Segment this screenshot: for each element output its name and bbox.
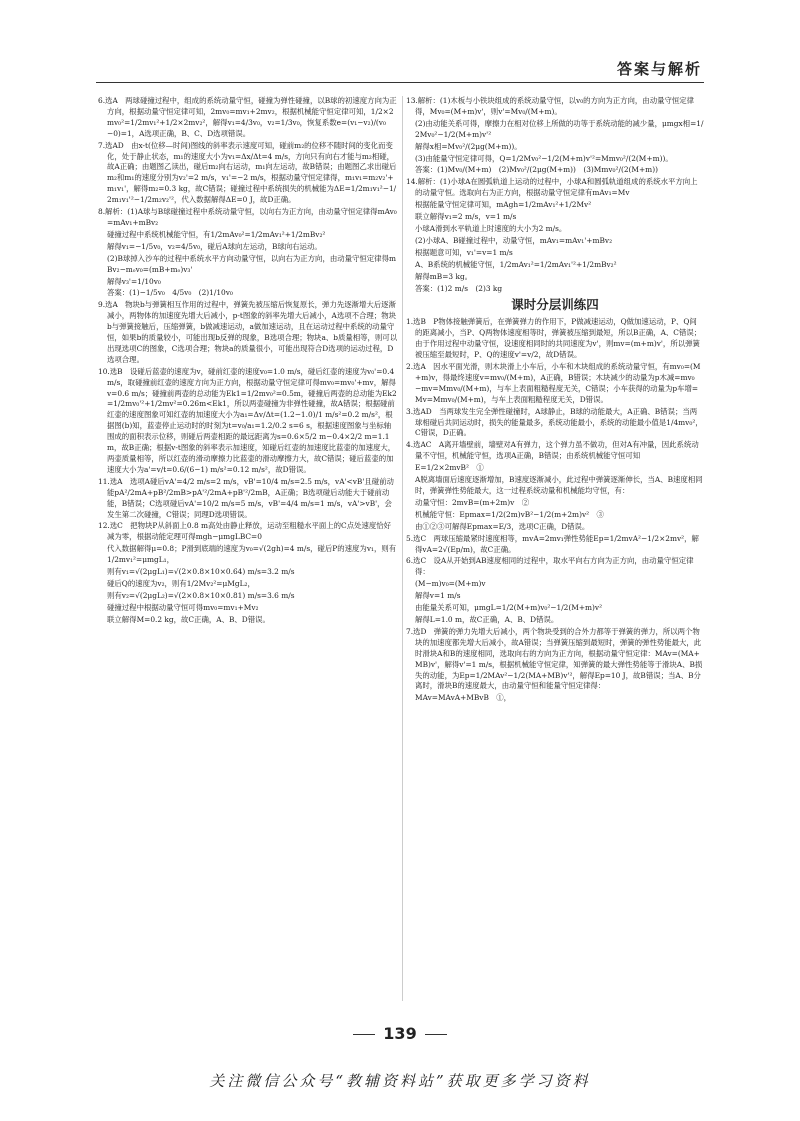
answer-13-line: (2)由动能关系可得，摩擦力在相对位移上所做的功等于系统动能的减少量，μmgx相=1/2Mv₀²−1/2(M+m)v'² xyxy=(415,118,704,139)
exercise-5: 5.选C 两球压缩最紧时速度相等，mvA=2mv₁弹性势能Ep=1/2mvA²−1/2×2mv²，解得vA=2√(Ep/m)，故C正确。 xyxy=(406,533,699,554)
answer-12: 12.选C 把物块P从斜面上0.8 m高处由静止释放，运动至粗糙水平面上的C点处速度恰好减为零，根据动能定理可得mgh−μmgLBC=0 xyxy=(98,521,392,542)
page-number xyxy=(0,1024,800,1043)
answer-12-line: 则有v₁=√(2μgL₁)=√(2×0.8×10×0.64) m/s=3.2 m/s xyxy=(107,567,295,577)
answer-14-line: A、B系统的机械能守恒，1/2mAv₁²=1/2mAv₁'²+1/2mBv₂² xyxy=(415,259,617,269)
answer-14-line: 解得mB=3 kg。 xyxy=(415,271,473,281)
exercise-4-line: A脱离墙面后速度逐渐增加，B速度逐渐减小，此过程中弹簧逐渐伸长，当A、B速度相同时，弹簧弹性势能最大，这一过程系统动量和机械能均守恒，有： xyxy=(415,475,703,495)
exercise-4-line: 动量守恒：2mvB=(m+2m)v ② xyxy=(415,497,530,507)
answer-6: 6.选A 两球碰撞过程中，组成的系统动量守恒，碰撞为弹性碰撞，以B球的初速度方向为正方向，根据动量守恒定律可知，2mv₀=mv₁+2mv₂，根据机械能守恒定律可知，1/2×2mv₀²=1/2mv₁²+1/2×2mv₂²，解得v₁=4/3v₀，v₂=1/3v₀，恢复系数e=(v₁−v₂)/(v₀−0)=1，A选项正确，B、C、D选项错误。 xyxy=(98,96,397,138)
header-rule xyxy=(96,82,704,83)
left-column xyxy=(98,96,398,1001)
exercise-6: 6.选C 设A从开始到AB速度相同的过程中，取水平向右方向为正方向，由动量守恒定律得： xyxy=(406,556,694,577)
page-number-dash xyxy=(353,1034,375,1035)
page-number-dash xyxy=(425,1034,447,1035)
answer-8-line: 碰撞过程中系统机械能守恒，有1/2mAv₀²=1/2mAv₁²+1/2mBv₂² xyxy=(107,229,326,239)
answer-12-line: 联立解得M=0.2 kg，故C正确，A、B、D错误。 xyxy=(107,614,270,624)
exercise-6-line: 由能量关系可知，μmgL=1/2(M+m)v₀²−1/2(M+m)v² xyxy=(415,603,603,613)
exercise-2: 2.选A 因水平面光滑，则木块滑上小车后，小车和木块组成的系统动量守恒，有mv₀=(M+m)v，得最终速度v=mv₀/(M+m)，A正确，B错误；木块减少的动量为p木减=mv₀−mv=Mmv₀/(M+m)，与车上表面粗糙程度无关，C错误；小车获得的动量为p车增=Mv=Mmv₀/(M+m)，与车上表面粗糙程度无关，D错误。 xyxy=(406,362,701,404)
answer-13-line: 解得x相=Mv₀²/(2μg(M+m))。 xyxy=(415,141,522,151)
exercise-4-line: 由①②③可解得Epmax=E/3，选项C正确，D错误。 xyxy=(415,521,590,531)
column-divider xyxy=(402,96,403,1001)
answer-8: 8.解析：(1)A球与B球碰撞过程中系统动量守恒，以向右为正方向，由动量守恒定律得mAv₀=mAv₁+mBv₂ xyxy=(98,207,397,227)
answer-14-result: 答案：(1)2 m/s (2)3 kg xyxy=(415,283,503,293)
exercise-4-line: 机械能守恒：Epmax=1/2(2m)vB²−1/2(m+2m)v² ③ xyxy=(415,509,604,519)
answer-14-line: 根据能量守恒定律可知，mAgh=1/2mAv₁²+1/2Mv² xyxy=(415,200,592,210)
answer-14: 14.解析：(1)小球A在圆弧轨道上运动的过程中，小球A和圆弧轨道组成的系统水平方向上的动量守恒。选取向右为正方向，根据动量守恒定律有mAv₁=Mv xyxy=(406,177,698,198)
exercise-6-line: 解得v=1 m/s xyxy=(415,591,461,601)
answer-12-line: 代入数据解得μ=0.8；P滑到底端的速度为v₀=√(2gh)=4 m/s，碰后P的速度为v₁，则有1/2mv₁²=μmgL₁， xyxy=(107,544,397,565)
answer-8-line: 解得v₃'=1/10v₀ xyxy=(107,276,161,286)
answer-13-line: (3)由能量守恒定律可得，Q=1/2Mv₀²−1/2(M+m)v'²=Mmv₀²/(2(M+m))。 xyxy=(415,153,673,163)
answer-12-line: 则有v₂=√(2μgL₂)=√(2×0.8×10×0.81) m/s=3.6 m/s xyxy=(107,590,295,600)
exercise-1: 1.选B P物体接触弹簧后，在弹簧弹力的作用下，P做减速运动，Q做加速运动，P、Q间的距离减小，当P、Q两物体速度相等时，弹簧被压缩到最短，所以B正确，A、C错误；由于作用过程中动量守恒，设速度相同时的共同速度为v'，则mv=(m+m)v'，所以弹簧被压缩至最短时，P、Q的速度v'=v/2，故D错误。 xyxy=(406,317,702,360)
exercise-6-line: (M−m)v₀=(M+m)v xyxy=(415,579,486,589)
answer-7: 7.选AD 由x-t(位移—时间)图线的斜率表示速度可知，碰前m₂的位移不随时间的变化而变化，处于静止状态，m₁的速度大小为v₁=Δx/Δt=4 m/s，方向只有向右才能与m₂相碰，故A正确；由题图乙读出，碰后m₂向右运动，m₁向左运动，故B错误；由题图乙求出碰后m₂和m₁的速度分别为v₂'=2 m/s，v₁'=−2 m/s，根据动量守恒定律得，m₁v₁=m₂v₂'+m₁v₁'，解得m₂=0.3 kg，故C错误；碰撞过程中系统损失的机械能为ΔE=1/2m₁v₁²−1/2m₁v₁'²−1/2m₂v₂'²，代入数据解得ΔE=0 J，故D正确。 xyxy=(98,140,397,205)
answer-12-line: 碰撞过程中根据动量守恒可得mv₀=mv₁+Mv₂ xyxy=(107,602,259,612)
exercise-7-line: MAv=MAvA+MBvB ①， xyxy=(415,693,512,703)
answer-9: 9.选A 物块b与弹簧相互作用的过程中，弹簧先被压缩后恢复原长，弹力先逐渐增大后逐渐减小，两物体的加速度先增大后减小，p-t图象的斜率先增大后减小，A选项不合理；物块b与弹簧接触后，压缩弹簧，b做减速运动，a做加速运动，且在运动过程中系统的动量守恒，如果b的质量较小，可能出现b反弹的现象，B选项合理；物块a、b质量相等，则可以出现选项C的图象，C选项合理；物块a的质量很小，可能出现符合D选项的运动过程，D选项合理。 xyxy=(98,300,398,364)
answer-14-line: 小球A滑到水平轨道上时速度的大小为2 m/s。 xyxy=(415,223,567,233)
answer-14-line: 根据题意可知，v₁'=v=1 m/s xyxy=(415,247,513,257)
exercise-3: 3.选AD 当两球发生完全弹性碰撞时，A球静止，B球的动能最大，A正确、B错误；当两球相碰后共同运动时，损失的能量最多，系统动能最小，系统的动能最小值是1/4mv₀²，C错误，D正确。 xyxy=(406,406,703,438)
exercise-4-line: E=1/2×2mvB² ① xyxy=(415,463,484,473)
exercise-6-line: 解得L=1.0 m，故C正确，A、B、D错误。 xyxy=(415,614,559,624)
answer-14-line: 联立解得v₁=2 m/s，v=1 m/s xyxy=(415,212,517,222)
answer-12-line: 碰后Q的速度为v₂，则有1/2Mv₂²=μMgL₂， xyxy=(107,578,255,588)
answer-8-result: 答案：(1)−1/5v₀ 4/5v₀ (2)1/10v₀ xyxy=(107,288,233,298)
answer-14-line: (2)小球A、B碰撞过程中，动量守恒，mAv₁=mAv₁'+mBv₂ xyxy=(415,235,613,245)
answer-13-result: 答案：(1)Mv₀/(M+m) (2)Mv₀²/(2μg(M+m)) (3)Mmv₀²/(2(M+m)) xyxy=(415,165,658,175)
answer-8-line: 解得v₁=−1/5v₀，v₂=4/5v₀，碰后A球向左运动，B球向右运动。 xyxy=(107,241,322,251)
answer-11: 11.选A 选项A碰后vA'=4/2 m/s=2 m/s，vB'=10/4 m/s=2.5 m/s，vA'<vB'且碰前动能pA²/2mA+pB²/2mB>pA'²/2mA+pB'²/2mB，A正确；B选项碰后动能大于碰前动能，B错误；C选项碰后vA'=10/2 m/s=5 m/s，vB'=4/4 m/s=1 m/s，vA'>vB'，会发生第二次碰撞，C错误；同理D选项错误。 xyxy=(98,476,394,519)
exercise-7: 7.选D 弹簧的弹力先增大后减小，两个物块受到的合外力都等于弹簧的弹力，所以两个物块的加速度都先增大后减小，故A错误；当弹簧压缩到最短时，弹簧的弹性势能最大，此时滑块A和B的速度相同，选取向右的方向为正方向，根据动量守恒定律：MAv=(MA+MB)v'，解得v'=1 m/s，根据机械能守恒定律，知弹簧的最大弹性势能等于滑块A、B损失的动能，为Ep=1/2MAv²−1/2(MA+MB)v'²，解得Ep=10 J，故B错误；当A、B分离时，滑块B的速度最大，由动量守恒和能量守恒定律得： xyxy=(406,626,703,691)
answer-10: 10.选B 设碰后蓝壶的速度为v，碰前红壶的速度v₀=1.0 m/s，碰后红壶的速度为v₀'=0.4 m/s，取碰撞前红壶的速度方向为正方向，根据动量守恒定律可得mv₀=mv₀'+mv，解得v=0.6 m/s；碰撞前两壶的总动能为Ek1=1/2mv₀²=0.5m，碰撞后两壶的总动能为Ek2=1/2mv₀'²+1/2mv²=0.26m<Ek1，所以两壶碰撞为非弹性碰撞，故A错误；根据碰前红壶的速度图象可知红壶的加速度大小为a₁=Δv/Δt=(1.2−1.0)/1 m/s²=0.2 m/s²，根据图(b)知，蓝壶停止运动时的时刻为t=v₀/a₁=1.2/0.2 s=6 s，根据速度图象与坐标轴围成的面积表示位移，则碰后两壶相距的最远距离为s=0.6×5/2 m−0.4×2/2 m=1.1 m，故B正确；根据v-t图象的斜率表示加速度，知碰后红壶的加速度比蓝壶的加速度大，两壶质量相等，所以红壶的滑动摩擦力比蓝壶的滑动摩擦力大，故C错误；碰后蓝壶的加速度大小为a'=v/t=0.6/(6−1) m/s²=0.12 m/s²，故D错误。 xyxy=(98,366,397,474)
section-title: 课时分层训练四 xyxy=(511,297,599,313)
header-title: 答案与解析 xyxy=(616,60,702,78)
exercise-4: 4.选AC A离开墙壁前，墙壁对A有弹力，这个弹力虽不做功，但对A有冲量，因此系统动量不守恒，机械能守恒，选项A正确，B错误；由系统机械能守恒可知 xyxy=(406,440,699,461)
answer-8-line: (2)B球掉入沙车的过程中系统水平方向动量守恒，以向右为正方向，由动量守恒定律得mBv₂−mₒv₀=(mB+mₒ)v₃' xyxy=(107,253,396,274)
right-column xyxy=(406,96,704,1001)
answer-13: 13.解析：(1)木板与小铁块组成的系统动量守恒，以v₀的方向为正方向，由动量守恒定律得，Mv₀=(M+m)v'，则v'=Mv₀/(M+m)。 xyxy=(406,96,695,116)
page-number-text: 139 xyxy=(383,1024,417,1043)
footer-note: 关注微信公众号“教辅资料站”获取更多学习资料 xyxy=(209,1072,591,1090)
page-header xyxy=(0,52,800,84)
